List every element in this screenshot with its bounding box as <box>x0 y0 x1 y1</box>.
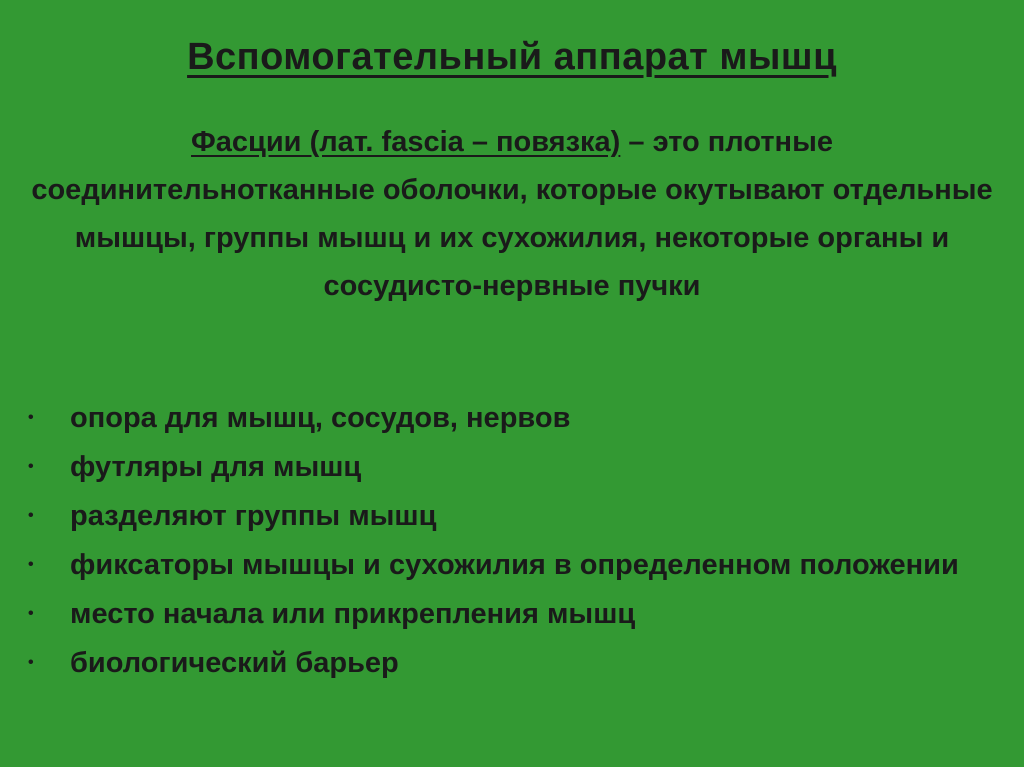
slide-title <box>0 36 1024 79</box>
bullet-text: место начала или прикрепления мышц <box>70 598 636 630</box>
bullet-item <box>28 399 988 437</box>
definition-term: Фасции (лат. fascia – повязка) <box>191 126 621 158</box>
bullet-text: разделяют группы мышц <box>70 500 437 532</box>
definition-paragraph <box>20 118 1004 310</box>
bullet-list <box>28 399 988 693</box>
bullet-dot: • <box>28 556 34 573</box>
bullet-text: футляры для мышц <box>70 451 362 483</box>
bullet-dot: • <box>28 507 34 524</box>
slide-title-text: Вспомогательный аппарат мышц <box>187 36 837 78</box>
bullet-item <box>28 497 988 535</box>
bullet-item <box>28 644 988 682</box>
bullet-item <box>28 448 988 486</box>
bullet-text: фиксаторы мышцы и сухожилия в определенном положении <box>70 549 959 581</box>
bullet-dot: • <box>28 409 34 426</box>
bullet-text: опора для мышц, сосудов, нервов <box>70 402 571 434</box>
bullet-dot: • <box>28 605 34 622</box>
bullet-item <box>28 595 988 633</box>
bullet-item <box>28 546 988 584</box>
bullet-dot: • <box>28 654 34 671</box>
bullet-dot: • <box>28 458 34 475</box>
definition-text: – это плотные соединительнотканные оболочки, которые окутывают отдельные мышцы, группы мышц и их сухожилия, некоторые органы и сосудисто-нервные пучки <box>31 126 993 302</box>
bullet-text: биологический барьер <box>70 647 399 679</box>
